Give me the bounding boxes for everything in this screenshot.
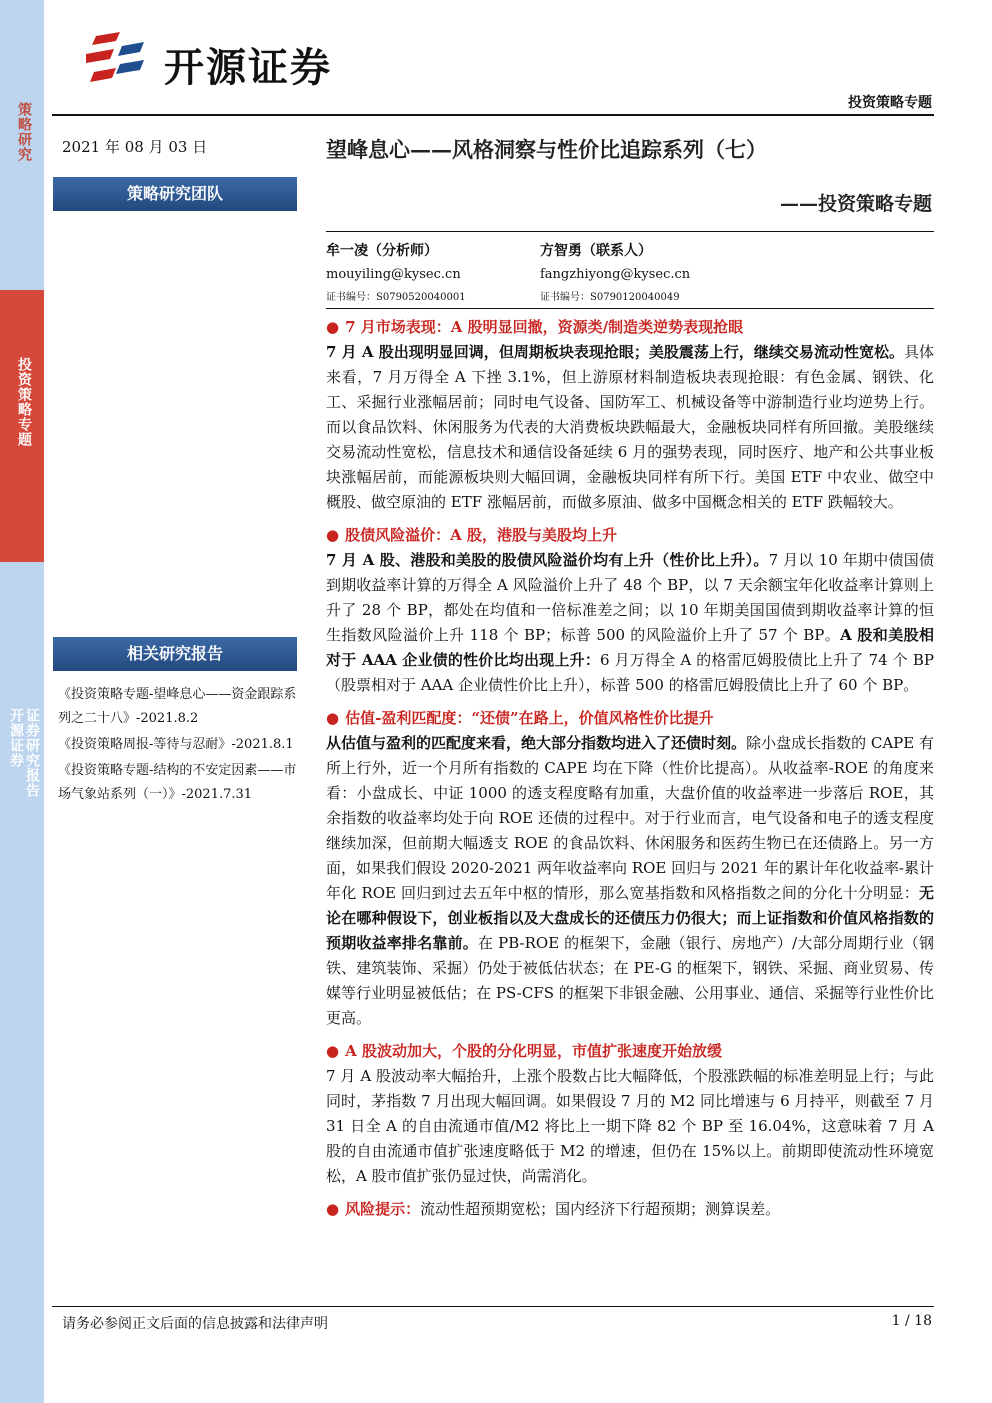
title-divider xyxy=(326,231,934,232)
risk-note: ● 风险提示：流动性超预期宽松；国内经济下行超预期；测算误差。 xyxy=(326,1200,781,1218)
side-label-company: 开源证券 xyxy=(8,708,24,768)
analyst-divider xyxy=(326,308,934,309)
footer-divider xyxy=(52,1306,934,1307)
section-heading: ● A 股波动加大，个股的分化明显，市值扩张速度开始放缓 xyxy=(326,1042,722,1060)
side-label-report: 证券研究报告 xyxy=(24,708,40,798)
company-logo xyxy=(86,28,386,94)
analyst-cert: 证书编号：S0790520040001 xyxy=(326,292,466,303)
analyst-cert: 证书编号：S0790120040049 xyxy=(540,292,680,303)
report-subtitle: ——投资策略专题 xyxy=(779,193,932,215)
bullet-icon: ● xyxy=(326,318,340,336)
team-banner: 策略研究团队 xyxy=(53,177,297,211)
related-reports-list xyxy=(58,683,308,809)
report-summary xyxy=(326,315,934,1222)
related-report-item[interactable]: 《投资策略专题-望峰息心——资金跟踪系列之二十八》-2021.8.2 xyxy=(58,687,297,726)
side-label-strategy: 策略研究 xyxy=(16,102,32,162)
header-tag: 投资策略专题 xyxy=(848,95,932,111)
company-name: 开源证券 xyxy=(164,45,332,91)
related-report-item[interactable]: 《投资策略专题-结构的不安定因素——市场气象站系列（一）》-2021.7.31 xyxy=(58,763,297,802)
section-paragraph: 7 月 A 股出现明显回调，但周期板块表现抢眼；美股震荡上行，继续交易流动性宽松。具体来看，7 月万得全 A 下挫 3.1%，但上游原材料制造板块表现抢眼：有色金属、钢铁、化工、采掘行业涨幅居前；同时电气设备、国防军工、机械设备等中游制造行业均逆势上行。而以食品饮料、休闲服务为代表的大消费板块跌幅最大，金融板块同样有所回撤。美股继续交易流动性宽松，信息技术和通信设备延续 6 月的强势表现，同时医疗、地产和公共事业板块涨幅居前，而能源板块则大幅回调，金融板块同样有所下行。美国 ETF 中农业、做空中概股、做空原油的 ETF 涨幅居前，而做多原油、做多中国概念相关的 ETF 跌幅较大。 xyxy=(326,343,934,511)
related-report-item[interactable]: 《投资策略周报-等待与忍耐》-2021.8.1 xyxy=(58,737,294,752)
report-title: 望峰息心——风格洞察与性价比追踪系列（七） xyxy=(326,137,767,162)
analyst-card xyxy=(540,240,690,309)
related-reports-banner: 相关研究报告 xyxy=(53,637,297,671)
footer-disclaimer: 请务必参阅正文后面的信息披露和法律声明 xyxy=(62,1316,328,1332)
analyst-email[interactable]: mouyiling@kysec.cn xyxy=(326,267,461,282)
section-paragraph: 7 月 A 股波动率大幅抬升，上涨个股数占比大幅降低，个股涨跌幅的标准差明显上行；与此同时，茅指数 7 月出现大幅回调。如果假设 7 月的 M2 同比增速与 6 月持平，则截至 7 月 31 日全 A 的自由流通市值/M2 将比上一期下降 82 个 BP 至 16.04%，这意味着 7 月 A 股的自由流通市值扩张速度略低于 M2 的增速，但仍在 15%以上。前期即使流动性环境宽松，A 股市值扩张仍显过快，尚需消化。 xyxy=(326,1067,934,1185)
side-label-topic: 投资策略专题 xyxy=(16,357,32,447)
bullet-icon: ● xyxy=(326,526,340,544)
analyst-name: 方智勇（联系人） xyxy=(540,243,652,259)
analyst-name: 牟一凌（分析师） xyxy=(326,243,438,259)
section-paragraph: 从估值与盈利的匹配度来看，绝大部分指数均进入了还债时刻。除小盘成长指数的 CAPE 有所上行外，近一个月所有指数的 CAPE 均在下降（性价比提高）。从收益率-ROE 的角度来看：小盘成长、中证 1000 的透支程度略有加重，大盘价值的收益率进一步落后 ROE，其余指数的收益率均处于向 ROE 还债的过程中。对于行业而言，电气设备和电子的透支程度继续加深，但前期大幅透支 ROE 的食品饮料、休闲服务和医药生物已在还债路上。另一方面，如果我们假设 2020-2021 两年收益率向 ROE 回归与 2021 年的累计年化收益率-累计年化 ROE 回归到过去五年中枢的情形，那么宽基指数和风格指数之间的分化十分明显：无论在哪种假设下，创业板指以及大盘成长的还债压力仍很大；而上证指数和价值风格指数的预期收益率排名靠前。在 PB-ROE 的框架下，金融（银行、房地产）/大部分周期行业（钢铁、建筑装饰、采掘）仍处于被低估状态；在 PE-G 的框架下，钢铁、采掘、商业贸易、传媒等行业明显被低估；在 PS-CFS 的框架下非银金融、公用事业、通信、采掘等行业性价比更高。 xyxy=(326,734,934,1027)
side-strip xyxy=(0,0,44,1403)
header-divider xyxy=(52,114,934,116)
bullet-icon: ● xyxy=(326,1042,340,1060)
report-date: 2021 年 08 月 03 日 xyxy=(62,138,208,156)
analyst-card xyxy=(326,240,466,309)
analyst-email[interactable]: fangzhiyong@kysec.cn xyxy=(540,267,691,282)
bullet-icon: ● xyxy=(326,1200,340,1218)
page-number: 1 / 18 xyxy=(891,1313,932,1329)
section-heading: ● 估值-盈利匹配度：“还债”在路上，价值风格性价比提升 xyxy=(326,709,714,727)
section-heading: ● 股债风险溢价：A 股，港股与美股均上升 xyxy=(326,526,617,544)
section-heading: ● 7 月市场表现：A 股明显回撤，资源类/制造类逆势表现抢眼 xyxy=(326,318,744,336)
bullet-icon: ● xyxy=(326,709,340,727)
logo-mark-icon xyxy=(86,32,146,88)
section-paragraph: 7 月 A 股、港股和美股的股债风险溢价均有上升（性价比上升）。7 月以 10 年期中债国债到期收益率计算的万得全 A 风险溢价上升了 48 个 BP，以 7 天余额宝年化收益率计算则上升了 28 个 BP，都处在均值和一倍标准差之间；以 10 年期美国国债到期收益率计算的恒生指数风险溢价上升 118 个 BP；标普 500 的风险溢价上升了 57 个 BP。A 股和美股相对于 AAA 企业债的性价比均出现上升：6 月万得全 A 的格雷厄姆股债比上升了 74 个 BP（股票相对于 AAA 企业债性价比上升），标普 500 的格雷厄姆股债比上升了 60 个 BP。 xyxy=(326,551,934,694)
